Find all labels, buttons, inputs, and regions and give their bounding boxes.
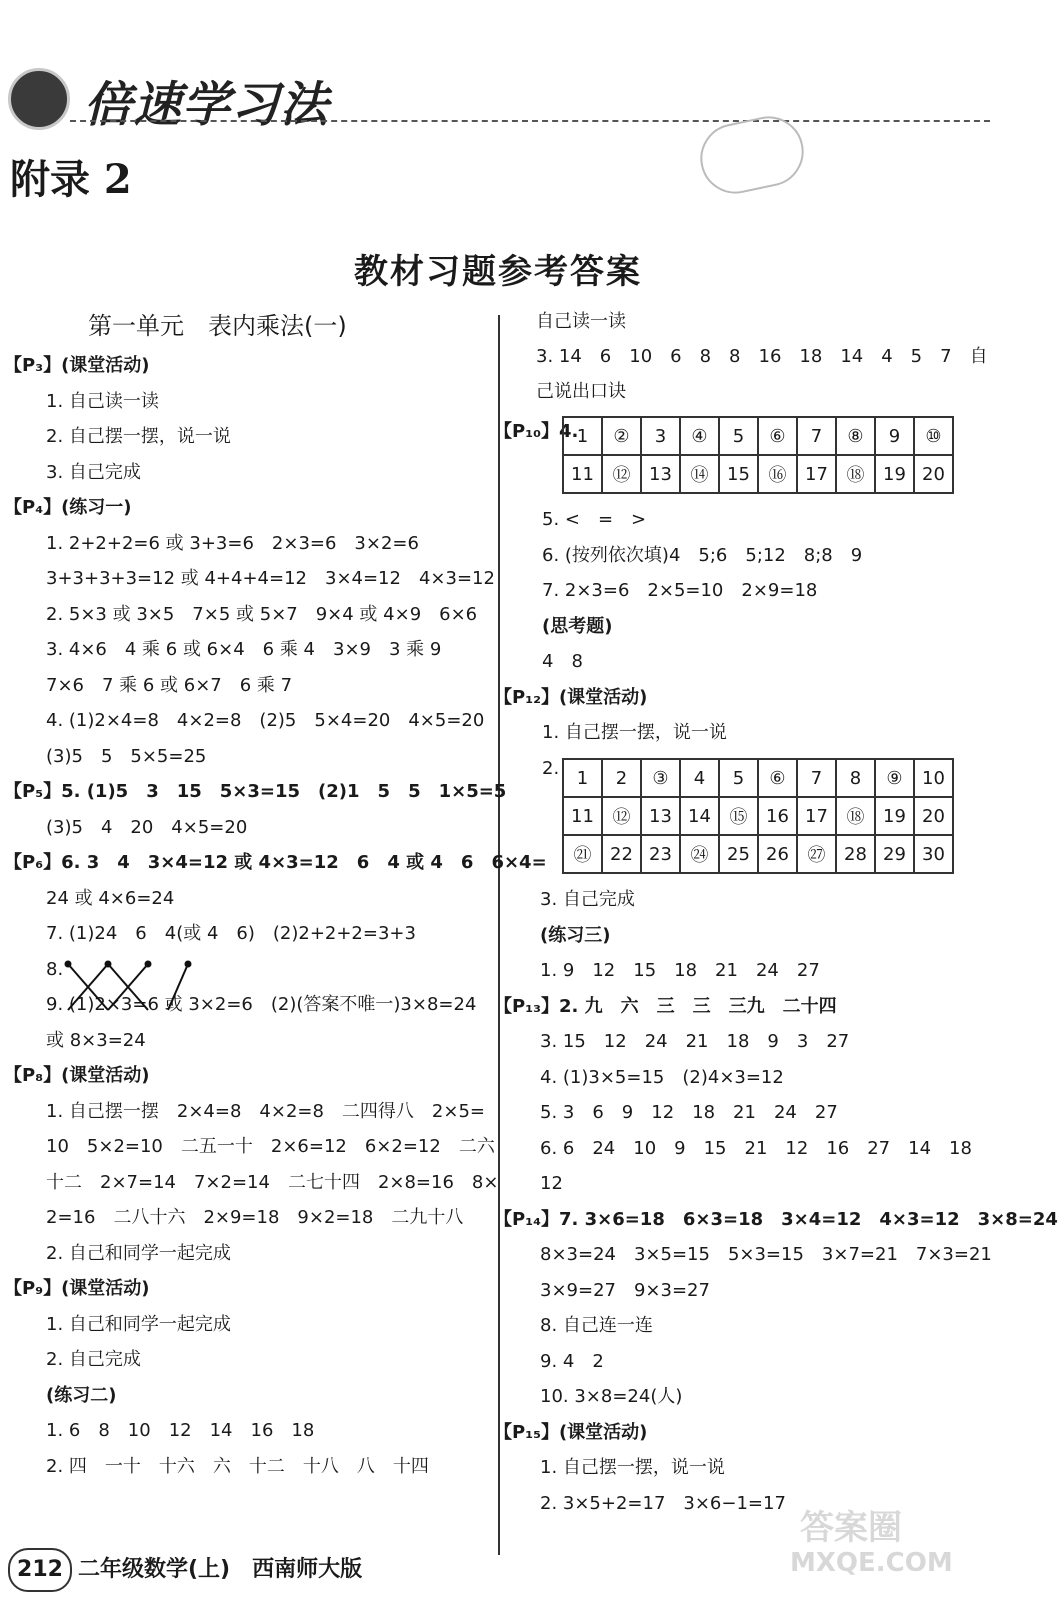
grid-cell: 7 <box>797 417 836 455</box>
grid-cell: 17 <box>797 797 836 835</box>
answer-line: 【P₆】6. 3 4 3×4=12 或 4×3=12 6 4 或 4 6 6×4= <box>4 852 547 873</box>
grid-cell: 9 <box>875 417 914 455</box>
grid-cell: ⑥ <box>758 417 797 455</box>
answer-line: 【P₄】(练习一) <box>4 497 132 518</box>
answer-line: 24 或 4×6=24 <box>46 887 175 909</box>
answer-line: 4 8 <box>542 651 583 672</box>
grid-cell: ⑩ <box>914 417 953 455</box>
answer-line: (练习三) <box>540 924 611 946</box>
answer-line: 5. < = > <box>542 509 647 530</box>
answer-line: 7. (1)24 6 4(或 4 6) (2)2+2+2=3+3 <box>46 923 416 944</box>
grid-cell: 1 <box>563 759 602 797</box>
grid-cell: 20 <box>914 455 953 493</box>
grid-row <box>563 417 953 455</box>
grid-cell: ㉗ <box>797 835 836 873</box>
answer-line: 7. 2×3=6 2×5=10 2×9=18 <box>542 580 818 601</box>
grid-cell: 19 <box>875 797 914 835</box>
answer-line: 【P₅】5. (1)5 3 15 5×3=15 (2)1 5 5 1×5=5 <box>4 781 507 802</box>
grid-cell: ㉔ <box>680 835 719 873</box>
answer-line: 2. 自己摆一摆，说一说 <box>46 426 231 447</box>
answer-line: 2. 3×5+2=17 3×6−1=17 <box>540 1492 786 1514</box>
grid-row <box>563 835 953 873</box>
answer-line: 7×6 7 乘 6 或 6×7 6 乘 7 <box>46 674 293 696</box>
answer-line: 8×3=24 3×5=15 5×3=15 3×7=21 7×3=21 <box>540 1244 992 1265</box>
answer-line: (练习二) <box>46 1384 117 1406</box>
unit-title: 第一单元 表内乘法(一) <box>88 312 347 340</box>
answer-line: 2. 自己完成 <box>46 1349 141 1370</box>
grid-cell: 15 <box>719 455 758 493</box>
grid-cell: 10 <box>914 759 953 797</box>
answer-line: 1. 2+2+2=6 或 3+3=6 2×3=6 3×2=6 <box>46 532 419 554</box>
answer-line: 3. 4×6 4 乘 6 或 6×4 6 乘 4 3×9 3 乘 9 <box>46 639 442 660</box>
number-grid-1 <box>562 416 954 494</box>
answer-line: 【P₈】(课堂活动) <box>4 1065 150 1086</box>
answer-line: 十二 2×7=14 7×2=14 二七十四 2×8=16 8× <box>46 1171 499 1193</box>
answer-line: 1. 6 8 10 12 14 16 18 <box>46 1420 315 1441</box>
answer-line: 3+3+3+3=12 或 4+4+4=12 3×4=12 4×3=12 <box>46 568 495 589</box>
grid-cell: 23 <box>641 835 680 873</box>
grid-cell: 25 <box>719 835 758 873</box>
p10-label: 【P₁₀】4. <box>494 421 579 442</box>
brand-title: 倍速学习法 <box>84 77 330 133</box>
grid-cell: 11 <box>563 455 602 493</box>
watermark-url: MXQE.COM <box>790 1548 953 1578</box>
grid-cell: ⑥ <box>758 759 797 797</box>
answer-line: 8. 自己连一连 <box>540 1315 653 1336</box>
grid-cell: 1 <box>563 417 602 455</box>
answer-line: 1. 自己摆一摆，说一说 <box>542 722 727 743</box>
answer-line: 【P₁₂】(课堂活动) <box>494 686 648 708</box>
answer-line: 自己读一读 <box>536 311 626 332</box>
answer-line: 【P₁₃】2. 九 六 三 三 三九 二十四 <box>494 995 837 1017</box>
grid-cell: 8 <box>836 759 875 797</box>
grid-cell: 2 <box>602 759 641 797</box>
answer-line: 2. 5×3 或 3×5 7×5 或 5×7 9×4 或 4×9 6×6 <box>46 603 478 625</box>
grid-cell: ⑯ <box>758 455 797 493</box>
answer-line: 【P₁₄】7. 3×6=18 6×3=18 3×4=12 4×3=12 3×8=24 <box>494 1208 1058 1230</box>
answer-line: 3×9=27 9×3=27 <box>540 1279 710 1301</box>
answer-line: 【P₃】(课堂活动) <box>4 355 150 376</box>
grid-cell: 7 <box>797 759 836 797</box>
grid-cell: 4 <box>680 759 719 797</box>
answer-line: 12 <box>540 1173 563 1194</box>
page-number: 212 <box>8 1548 72 1592</box>
answer-line: 1. 自己读一读 <box>46 390 159 412</box>
answer-line: (3)5 5 5×5=25 <box>46 745 207 767</box>
grid-cell: ㉑ <box>563 835 602 873</box>
answer-line: 2=16 二八十六 2×9=18 9×2=18 二九十八 <box>46 1207 464 1228</box>
grid-cell: ⑱ <box>836 455 875 493</box>
grid-cell: 19 <box>875 455 914 493</box>
answer-line: 1. 9 12 15 18 21 24 27 <box>540 960 820 981</box>
answer-line: 5. 3 6 9 12 18 21 24 27 <box>540 1102 838 1123</box>
answer-line: 1. 自己摆一摆 2×4=8 4×2=8 二四得八 2×5= <box>46 1100 486 1122</box>
grid-row <box>563 759 953 797</box>
grid-cell: ② <box>602 417 641 455</box>
grid-cell: 20 <box>914 797 953 835</box>
grid-cell: ⑱ <box>836 797 875 835</box>
grid-cell: 29 <box>875 835 914 873</box>
grid-cell: ⑭ <box>680 455 719 493</box>
grid-cell: 30 <box>914 835 953 873</box>
grid-cell: 28 <box>836 835 875 873</box>
grid-cell: ⑧ <box>836 417 875 455</box>
appendix-heading: 附录 2 <box>10 156 132 203</box>
answer-line: 3. 15 12 24 21 18 9 3 27 <box>540 1031 850 1052</box>
answer-line: 1. 自己摆一摆，说一说 <box>540 1457 725 1478</box>
answer-line: (3)5 4 20 4×5=20 <box>46 816 248 838</box>
answer-line: 4. (1)2×4=8 4×2=8 (2)5 5×4=20 4×5=20 <box>46 710 485 731</box>
grid-cell: ⑫ <box>602 455 641 493</box>
answer-line: 9. 4 2 <box>540 1350 604 1372</box>
answer-line: 10 5×2=10 二五一十 2×6=12 6×2=12 二六 <box>46 1136 495 1157</box>
answer-line: 2. 四 一十 十六 六 十二 十八 八 十四 <box>46 1455 429 1477</box>
grid-cell: 26 <box>758 835 797 873</box>
answer-line: (思考题) <box>542 615 613 637</box>
answer-line: 3. 14 6 10 6 8 8 16 18 14 4 5 7 自 <box>536 346 988 367</box>
grid-cell: 17 <box>797 455 836 493</box>
page-title: 教材习题参考答案 <box>354 252 642 292</box>
answer-line: 10. 3×8=24(人) <box>540 1386 683 1407</box>
grid-cell: 22 <box>602 835 641 873</box>
grid-cell: 5 <box>719 417 758 455</box>
grid-cell: ⑮ <box>719 797 758 835</box>
answer-line: 己说出口诀 <box>536 381 626 402</box>
watermark-text: 答案圈 <box>800 1508 902 1548</box>
answer-line: 2. <box>542 757 560 779</box>
grid-cell: 14 <box>680 797 719 835</box>
answer-line: 1. 自己和同学一起完成 <box>46 1313 231 1335</box>
number-grid-2 <box>562 758 954 874</box>
grid-cell: 5 <box>719 759 758 797</box>
answer-line: 或 8×3=24 <box>46 1029 146 1051</box>
grid-cell: ④ <box>680 417 719 455</box>
book-title: 二年级数学(上) 西南师大版 <box>78 1557 363 1582</box>
answer-line: 6. 6 24 10 9 15 21 12 16 27 14 18 <box>540 1137 972 1159</box>
grid-cell: 13 <box>641 455 680 493</box>
answer-line: 【P₉】(课堂活动) <box>4 1278 150 1299</box>
grid-cell: 11 <box>563 797 602 835</box>
grid-cell: 3 <box>641 417 680 455</box>
grid-row <box>563 455 953 493</box>
answer-line: 8. <box>46 958 64 980</box>
answer-line: 6. (按列依次填)4 5;6 5;12 8;8 9 <box>542 544 863 566</box>
answer-line: 4. (1)3×5=15 (2)4×3=12 <box>540 1066 784 1088</box>
answer-line: 3. 自己完成 <box>540 889 635 910</box>
answer-line: 2. 自己和同学一起完成 <box>46 1242 231 1264</box>
grid-cell: ⑫ <box>602 797 641 835</box>
grid-cell: ⑨ <box>875 759 914 797</box>
answer-line: 【P₁₅】(课堂活动) <box>494 1421 648 1443</box>
answer-line: 9. (1)2×3=6 或 3×2=6 (2)(答案不唯一)3×8=24 <box>46 994 477 1015</box>
grid-cell: 16 <box>758 797 797 835</box>
grid-cell: ③ <box>641 759 680 797</box>
answer-line: 3. 自己完成 <box>46 461 141 483</box>
grid-row <box>563 797 953 835</box>
grid-cell: 13 <box>641 797 680 835</box>
